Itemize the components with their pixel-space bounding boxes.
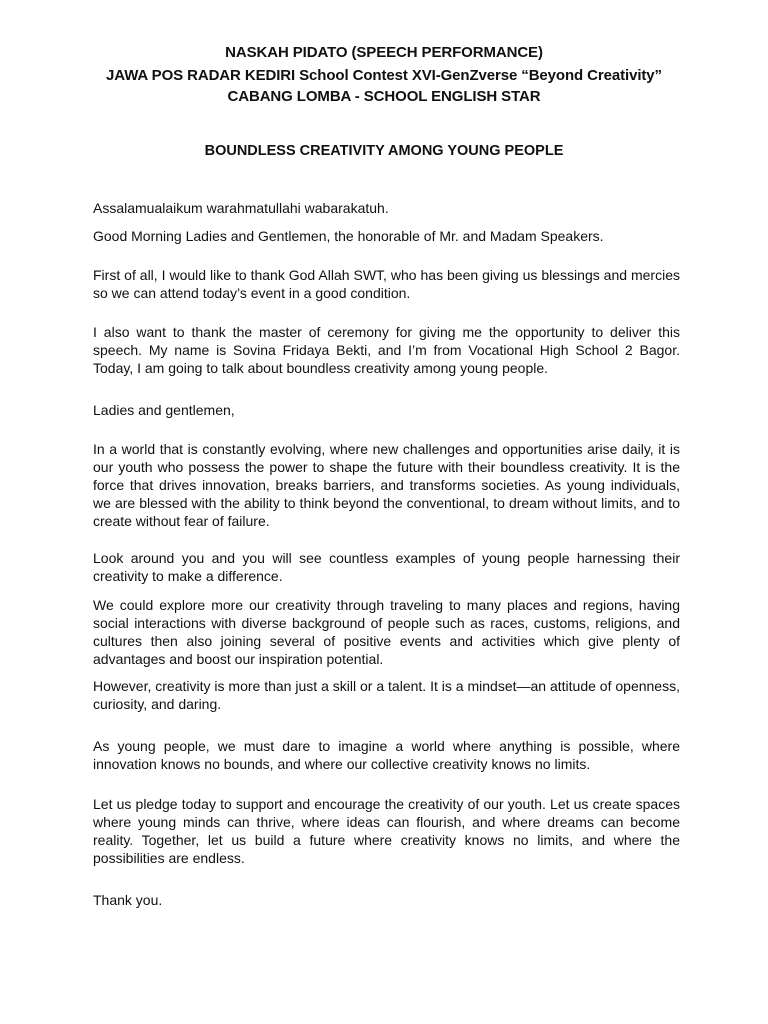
speech-title: BOUNDLESS CREATIVITY AMONG YOUNG PEOPLE bbox=[204, 143, 564, 159]
paragraph-introduction: I also want to thank the master of ceremony for giving me the opportunity to deliver this speech. My name is Sovina Fridaya Bekti, and I’m from Vocational High School 2 Bagor. Today, I am going to talk about boundless creativity among young people. bbox=[93, 324, 680, 376]
paragraph-world-evolving: In a world that is constantly evolving, where new challenges and opportunities arise daily, it is our youth who possess the power to shape the future with their boundless creativity. It is the force that drives innovation, breaks barriers, and transforms societies. As young individuals, we are blessed with the ability to think beyond the conventional, to dream without limits, and to create without fear of failure. bbox=[93, 441, 680, 529]
paragraph-explore: We could explore more our creativity through traveling to many places and regions, having social interactions with diverse background of people such as races, customs, religions, and cultures then also joining several of positive events and activities which give plenty of advantages and boost our inspiration potential. bbox=[93, 597, 680, 667]
paragraph-greeting: Assalamualaikum warahmatullahi wabarakatuh. bbox=[93, 200, 389, 216]
paragraph-mindset: However, creativity is more than just a skill or a talent. It is a mindset—an attitude of openness, curiosity, and daring. bbox=[93, 678, 680, 712]
header-line-2: JAWA POS RADAR KEDIRI School Contest XVI-GenZverse “Beyond Creativity” bbox=[106, 67, 662, 84]
header-line-1: NASKAH PIDATO (SPEECH PERFORMANCE) bbox=[225, 44, 543, 61]
paragraph-thanks-god: First of all, I would like to thank God Allah SWT, who has been giving us blessings and mercies so we can attend today’s event in a good condition. bbox=[93, 267, 680, 301]
paragraph-pledge: Let us pledge today to support and encourage the creativity of our youth. Let us create spaces where young minds can thrive, where ideas can flourish, and where dreams can become reality. Together, let us build a future where creativity knows no limits, and where the possibilities are endless. bbox=[93, 796, 680, 866]
paragraph-ladies-gentlemen: Ladies and gentlemen, bbox=[93, 402, 235, 418]
paragraph-dare-imagine: As young people, we must dare to imagine a world where anything is possible, where innovation knows no bounds, and where our collective creativity knows no limits. bbox=[93, 738, 680, 772]
paragraph-salutation: Good Morning Ladies and Gentlemen, the honorable of Mr. and Madam Speakers. bbox=[93, 228, 604, 244]
header-line-3: CABANG LOMBA - SCHOOL ENGLISH STAR bbox=[227, 88, 541, 105]
paragraph-thank-you: Thank you. bbox=[93, 892, 163, 908]
paragraph-look-around: Look around you and you will see countless examples of young people harnessing their creativity to make a difference. bbox=[93, 550, 680, 584]
